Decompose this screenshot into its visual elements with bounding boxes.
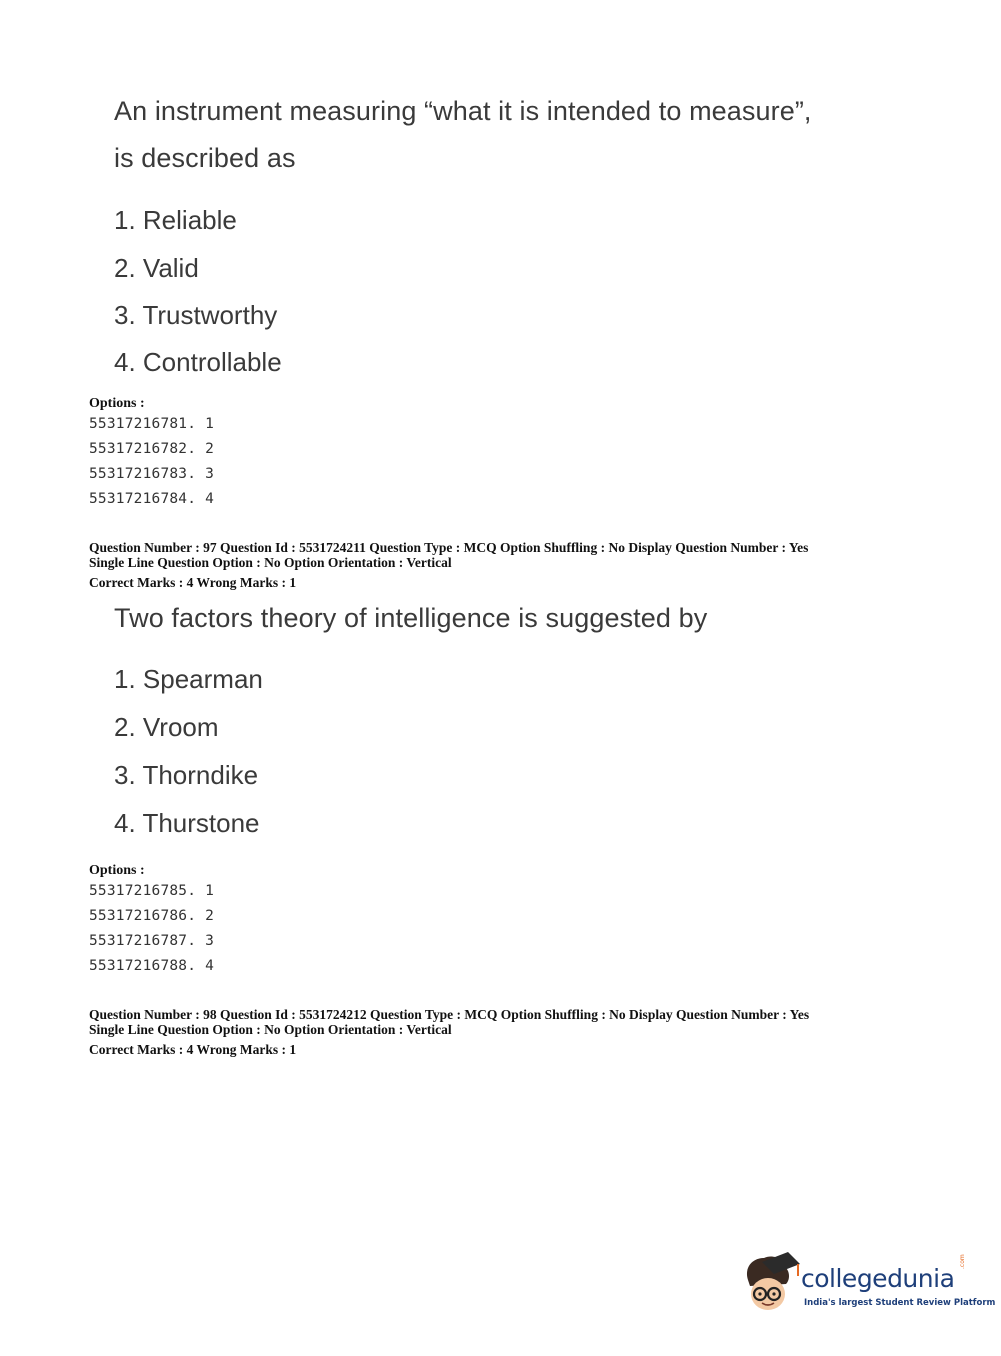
question-stem-line: is described as xyxy=(114,143,296,173)
option-id: 55317216784. 4 xyxy=(89,491,215,507)
answer-choice: 1. Spearman xyxy=(114,664,263,694)
answer-choice: 3. Trustworthy xyxy=(114,300,278,330)
option-id: 55317216788. 4 xyxy=(89,958,215,974)
question-meta: Single Line Question Option : No Option Orientation : Vertical xyxy=(89,555,452,570)
collegedunia-logo xyxy=(740,1250,996,1320)
answer-choice: 3. Thorndike xyxy=(114,760,259,790)
option-id: 55317216782. 2 xyxy=(89,441,215,457)
option-id: 55317216786. 2 xyxy=(89,908,215,924)
answer-choice: 2. Valid xyxy=(114,253,199,283)
answer-choice: 2. Vroom xyxy=(114,712,219,742)
question-stem-line: Two factors theory of intelligence is suggested by xyxy=(114,603,708,633)
question-marks: Correct Marks : 4 Wrong Marks : 1 xyxy=(89,1042,297,1057)
question-meta: Single Line Question Option : No Option Orientation : Vertical xyxy=(89,1022,452,1037)
option-id: 55317216783. 3 xyxy=(89,466,215,482)
answer-choice: 1. Reliable xyxy=(114,205,237,235)
question-meta: Question Number : 97 Question Id : 5531724211 Question Type : MCQ Option Shuffling : No Display Question Number : Yes xyxy=(89,540,809,555)
answer-choice: 4. Thurstone xyxy=(114,808,260,838)
options-label: Options : xyxy=(89,396,145,411)
option-id: 55317216785. 1 xyxy=(89,883,215,899)
question-marks: Correct Marks : 4 Wrong Marks : 1 xyxy=(89,575,297,590)
student-mascot-icon xyxy=(740,1250,800,1320)
brand-tagline: India's largest Student Review Platform xyxy=(804,1298,996,1308)
option-id: 55317216787. 3 xyxy=(89,933,215,949)
option-id: 55317216781. 1 xyxy=(89,416,215,432)
options-label: Options : xyxy=(89,863,145,878)
brand-suffix: .com xyxy=(959,1254,966,1269)
question-meta: Question Number : 98 Question Id : 5531724212 Question Type : MCQ Option Shuffling : No Display Question Number : Yes xyxy=(89,1007,810,1022)
answer-choice: 4. Controllable xyxy=(114,347,282,377)
question-stem-line: An instrument measuring “what it is intended to measure”, xyxy=(114,96,812,126)
brand-name: collegedunia xyxy=(801,1264,955,1293)
